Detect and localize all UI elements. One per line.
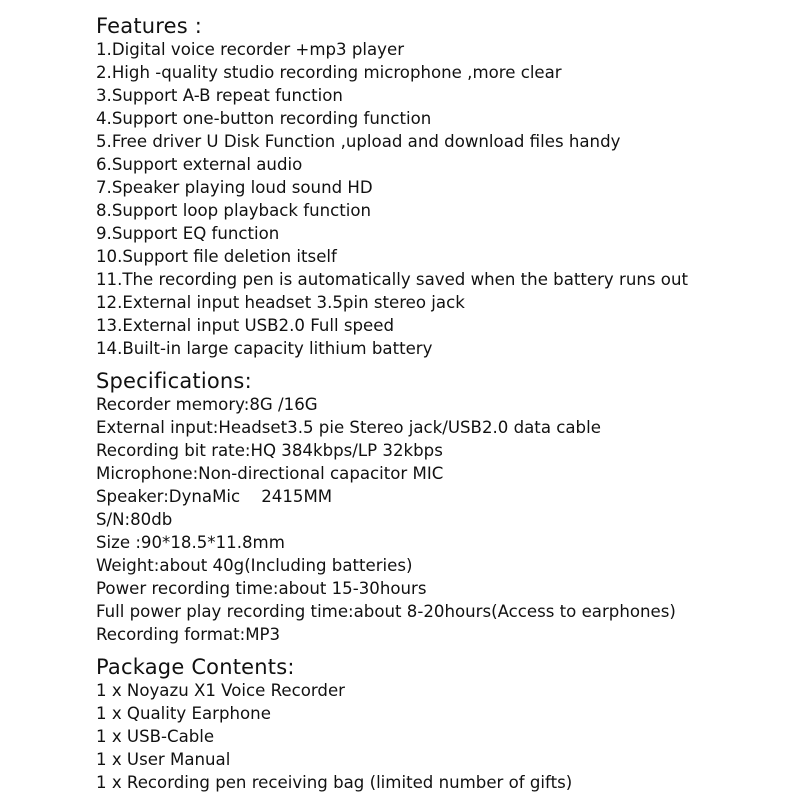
feature-item: 12.External input headset 3.5pin stereo jack bbox=[96, 293, 465, 312]
feature-item: 7.Speaker playing loud sound HD bbox=[96, 178, 373, 197]
feature-item: 5.Free driver U Disk Function ,upload and download files handy bbox=[96, 132, 621, 151]
feature-item: 2.High -quality studio recording microphone ,more clear bbox=[96, 63, 562, 82]
features-section bbox=[96, 14, 786, 360]
feature-item: 4.Support one-button recording function bbox=[96, 109, 432, 128]
spec-item: Recording format:MP3 bbox=[96, 625, 281, 644]
spec-item: Full power play recording time:about 8-20hours(Access to earphones) bbox=[96, 602, 676, 621]
feature-item: 8.Support loop playback function bbox=[96, 201, 372, 220]
product-info-sheet bbox=[96, 14, 786, 794]
package-contents-section bbox=[96, 655, 786, 794]
feature-item: 11.The recording pen is automatically saved when the battery runs out bbox=[96, 270, 688, 289]
package-item: 1 x Recording pen receiving bag (limited number of gifts) bbox=[96, 773, 573, 792]
specifications-heading: Specifications: bbox=[96, 369, 252, 393]
spec-item: External input:Headset3.5 pie Stereo jack/USB2.0 data cable bbox=[96, 418, 601, 437]
feature-item: 10.Support file deletion itself bbox=[96, 247, 337, 266]
feature-item: 13.External input USB2.0 Full speed bbox=[96, 316, 394, 335]
spec-item: Power recording time:about 15-30hours bbox=[96, 579, 427, 598]
package-contents-list bbox=[96, 679, 786, 794]
package-item: 1 x USB-Cable bbox=[96, 727, 215, 746]
specifications-section bbox=[96, 369, 786, 646]
spec-item: Recording bit rate:HQ 384kbps/LP 32kbps bbox=[96, 441, 443, 460]
package-contents-heading: Package Contents: bbox=[96, 655, 295, 679]
feature-item: 14.Built-in large capacity lithium battery bbox=[96, 339, 433, 358]
features-list bbox=[96, 38, 786, 360]
spec-item: S/N:80db bbox=[96, 510, 173, 529]
package-item: 1 x User Manual bbox=[96, 750, 231, 769]
spec-item: Microphone:Non-directional capacitor MIC bbox=[96, 464, 444, 483]
package-item: 1 x Noyazu X1 Voice Recorder bbox=[96, 681, 345, 700]
feature-item: 3.Support A-B repeat function bbox=[96, 86, 343, 105]
spec-item: Recorder memory:8G /16G bbox=[96, 395, 318, 414]
spec-item: Speaker:DynaMic 2415MM bbox=[96, 487, 333, 506]
features-heading: Features : bbox=[96, 14, 203, 38]
spec-item: Size :90*18.5*11.8mm bbox=[96, 533, 285, 552]
spec-item: Weight:about 40g(Including batteries) bbox=[96, 556, 413, 575]
feature-item: 1.Digital voice recorder +mp3 player bbox=[96, 40, 405, 59]
feature-item: 9.Support EQ function bbox=[96, 224, 280, 243]
package-item: 1 x Quality Earphone bbox=[96, 704, 271, 723]
feature-item: 6.Support external audio bbox=[96, 155, 303, 174]
specifications-list bbox=[96, 393, 786, 646]
